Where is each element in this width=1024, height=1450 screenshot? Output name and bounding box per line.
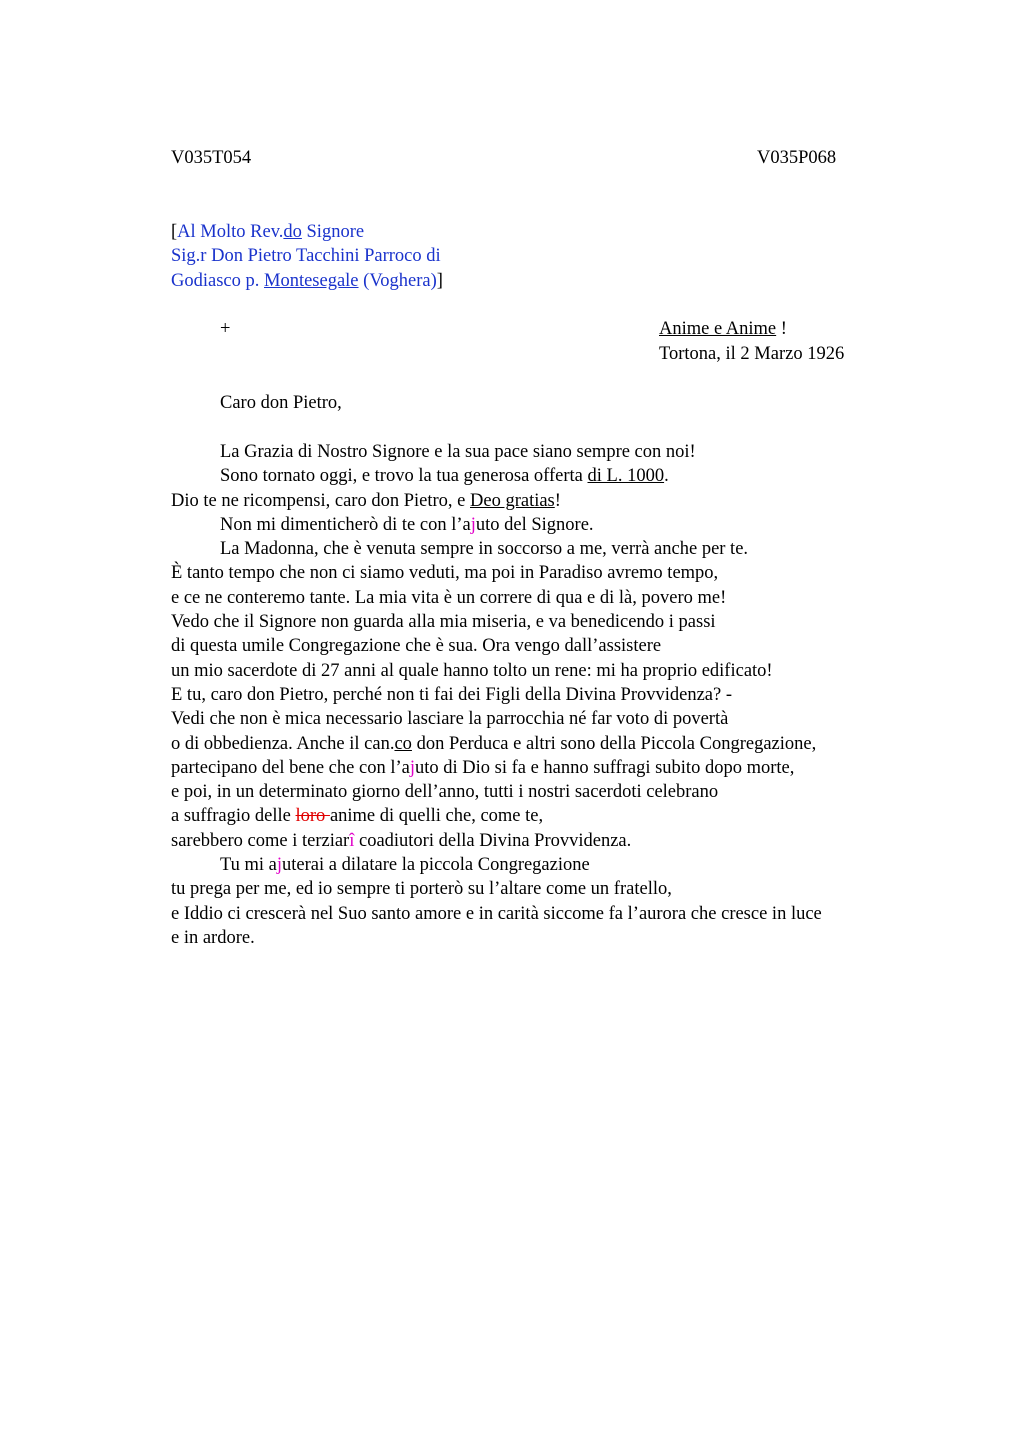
document-code-left: V035T054 [171, 148, 252, 168]
letter-line: tu prega per me, ed io sempre ti porterò su l’altare come un fratello, [171, 879, 672, 900]
deleted-word: loro [295, 806, 330, 827]
letter-line: Vedo che il Signore non guarda alla mia miseria, e va benedicendo i passi [171, 612, 716, 633]
letter-line [171, 853, 911, 877]
highlighted-letter: j [409, 757, 415, 778]
letter-body [171, 440, 911, 950]
address-line-3 [171, 269, 443, 293]
letter-line [171, 732, 911, 756]
letter-text: uto del Signore. [475, 514, 594, 535]
letter-line: un mio sacerdote di 27 anni al quale hanno tolto un rene: mi ha proprio edificato! [171, 660, 773, 681]
letter-line [171, 804, 911, 828]
letter-line: La Grazia di Nostro Signore e la sua pace siano sempre con noi! [220, 442, 696, 462]
letter-text: Non mi dimenticherò di te con l’a [220, 514, 471, 535]
letter-text: o di obbedienza. Anche il can. [171, 733, 395, 754]
letter-line: e in ardore. [171, 927, 255, 948]
abbreviation-superscript: co [394, 733, 412, 754]
letter-text: Dio te ne ricompensi, caro don Pietro, e [171, 490, 470, 511]
letter-text: anime di quelli che, come te, [329, 806, 544, 827]
salutation: Caro don Pietro, [220, 393, 342, 413]
letter-line: e ce ne conteremo tante. La mia vita è un correre di qua e di là, povero me! [171, 587, 727, 608]
address-line-3-b: (Voghera) [358, 271, 437, 291]
address-line-1-b: Signore [301, 222, 365, 242]
letter-text: a suffragio delle [171, 806, 296, 827]
letter-line: La Madonna, che è venuta sempre in soccorso a me, verrà anche per te. [220, 539, 749, 560]
letter-line: e Iddio ci crescerà nel Suo santo amore e in carità siccome fa l’aurora che cresce in luce [171, 903, 822, 924]
letter-line [171, 513, 911, 537]
letter-text: Sono tornato oggi, e trovo la tua generosa offerta [220, 466, 588, 487]
letter-text: sarebbero come i terziar [171, 830, 350, 851]
letter-line [171, 464, 911, 488]
letter-line: di questa umile Congregazione che è sua. Ora vengo dall’assistere [171, 636, 662, 657]
highlighted-letter: î [349, 830, 355, 851]
dateline: Tortona, il 2 Marzo 1926 [659, 344, 845, 364]
letter-text: partecipano del bene che con l’a [171, 757, 410, 778]
address-line-1 [171, 220, 364, 244]
letter-line: e poi, in un determinato giorno dell’anno, tutti i nostri sacerdoti celebrano [171, 782, 719, 803]
address-line-2: Sig.r Don Pietro Tacchini Parroco di [171, 246, 441, 266]
letter-line: Vedi che non è mica necessario lasciare la parrocchia né far voto di povertà [171, 709, 729, 730]
address-line-1-a: Al Molto Rev. [177, 222, 284, 242]
letter-text: coadiutori della Divina Provvidenza. [354, 830, 632, 851]
letter-text: Tu mi a [220, 855, 277, 876]
offer-amount: di L. 1000 [587, 466, 665, 487]
letter-text: don Perduca e altri sono della Piccola Congregazione, [411, 733, 817, 754]
address-line-1-do: do [283, 222, 302, 242]
letter-line [171, 489, 911, 513]
letter-line: E tu, caro don Pietro, perché non ti fai dei Figli della Divina Provvidenza? - [171, 684, 733, 705]
motto-suffix: ! [776, 319, 787, 339]
document-code-right: V035P068 [757, 148, 837, 168]
letter-text: uterai a dilatare la piccola Congregazione [282, 855, 590, 876]
letter-line: È tanto tempo che non ci siamo veduti, ma poi in Paradiso avremo tempo, [171, 563, 719, 584]
address-line-3-a: Godiasco p. [171, 271, 264, 291]
highlighted-letter: j [470, 514, 476, 535]
letter-line [171, 829, 911, 853]
highlighted-letter: j [276, 855, 283, 876]
letter-text: uto di Dio si fa e hanno suffragi subito dopo morte, [414, 757, 795, 778]
deo-gratias: Deo gratias [470, 490, 555, 511]
motto [659, 317, 787, 341]
address-place: Montesegale [264, 271, 359, 291]
address-close-bracket: ] [436, 271, 443, 291]
cross-symbol: + [220, 319, 231, 339]
letter-line [171, 756, 911, 780]
letter-text: ! [554, 490, 561, 511]
letter-text: . [664, 466, 669, 487]
address-open-bracket: [ [171, 222, 178, 242]
motto-text: Anime e Anime [659, 319, 777, 339]
